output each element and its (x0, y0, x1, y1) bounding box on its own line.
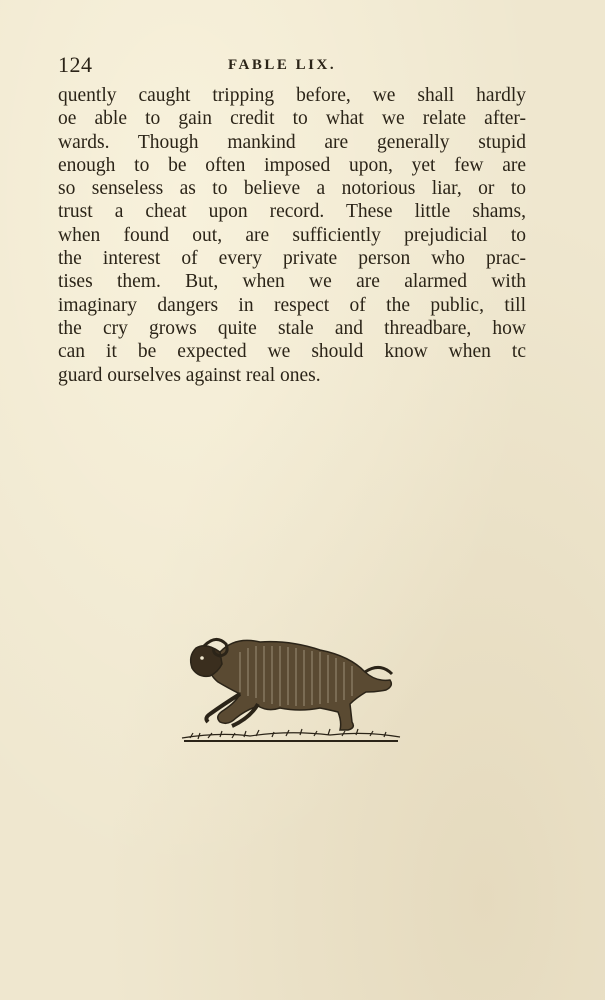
text-line: imaginary dangers in respect of the public, till (58, 294, 526, 316)
leaping-sheep-woodcut-icon (180, 622, 402, 746)
text-line: trust a cheat upon record. These little shams, (58, 201, 526, 223)
body-text (58, 84, 526, 387)
running-head (58, 52, 523, 78)
text-line: enough to be often imposed upon, yet few are (58, 154, 526, 176)
text-line: can it be expected we should know when tc (58, 341, 526, 363)
text-line: the cry grows quite stale and threadbare, how (58, 317, 526, 339)
text-line: guard ourselves against real ones. (58, 364, 321, 386)
text-line: quently caught tripping before, we shall hardly (58, 85, 526, 106)
running-title: FABLE LIX. (228, 57, 337, 73)
page-number: 124 (58, 52, 93, 77)
text-line: the interest of every private person who prac- (58, 248, 526, 270)
text-line: oe able to gain credit to what we relate after- (58, 108, 526, 130)
text-line: so senseless as to believe a notorious liar, or to (58, 178, 526, 200)
text-line: wards. Though mankind are generally stupid (58, 131, 526, 153)
text-line: when found out, are sufficiently prejudicial to (58, 224, 526, 246)
text-line: tises them. But, when we are alarmed with (58, 271, 526, 293)
